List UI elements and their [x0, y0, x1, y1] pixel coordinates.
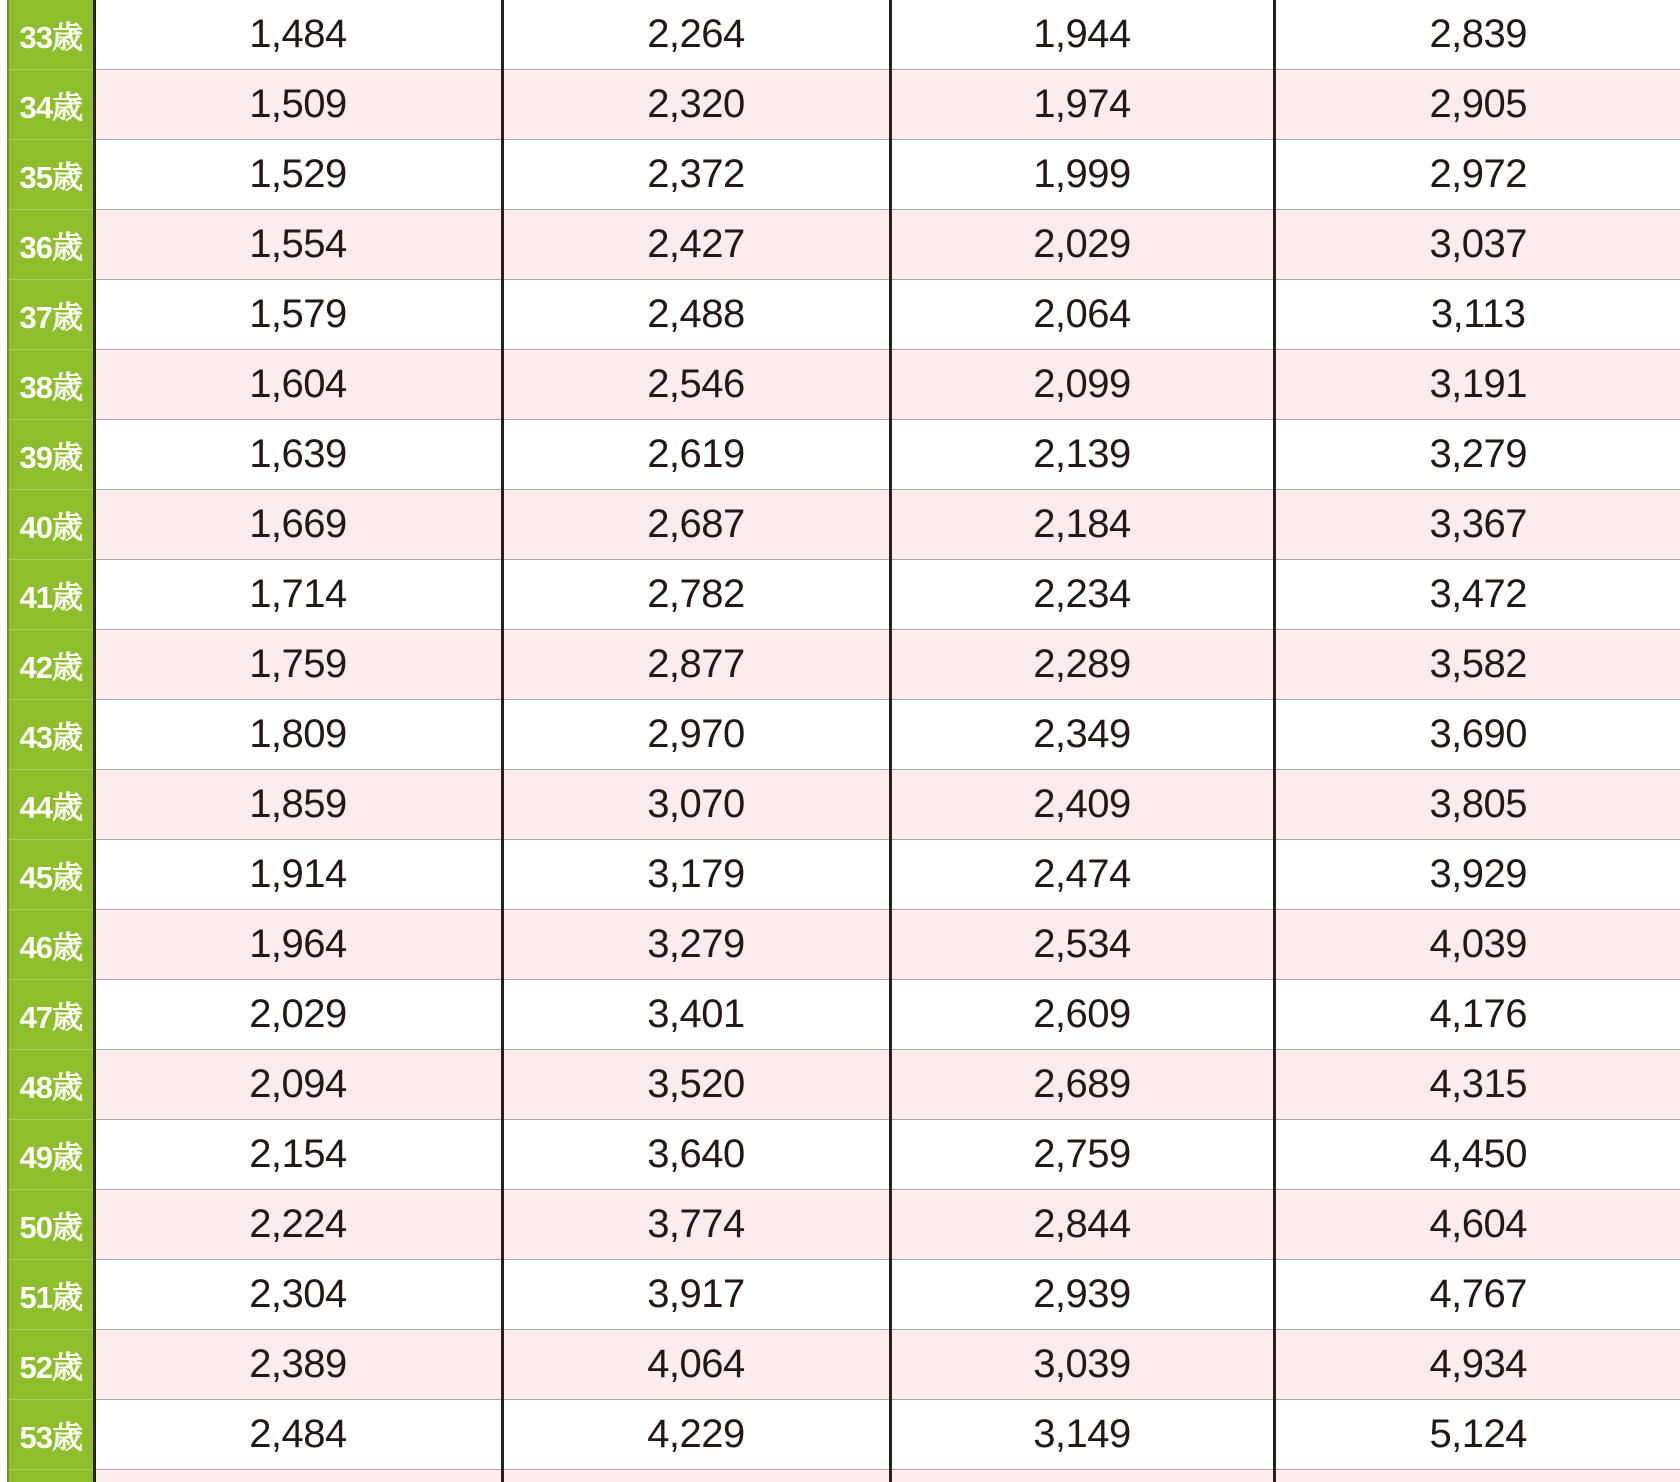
value-cell-col-2: 2,427 — [502, 210, 890, 280]
age-cell: 53歳 — [8, 1400, 94, 1470]
table-row — [8, 0, 1680, 70]
table-row — [8, 280, 1680, 350]
value-cell-col-1: 1,914 — [94, 840, 502, 910]
value-cell-col-1: 1,759 — [94, 630, 502, 700]
value-cell-col-3: 2,064 — [890, 280, 1274, 350]
value-cell-col-1: 2,484 — [94, 1400, 502, 1470]
salary-table-container — [7, 0, 1680, 1482]
value-cell-col-3: 2,844 — [890, 1190, 1274, 1260]
value-cell-col-2: 3,070 — [502, 770, 890, 840]
table-row — [8, 560, 1680, 630]
age-cell: 41歳 — [8, 560, 94, 630]
value-cell-col-4: 3,279 — [1274, 420, 1680, 490]
value-cell-col-3: 2,184 — [890, 490, 1274, 560]
value-cell-col-2: 3,917 — [502, 1260, 890, 1330]
table-row — [8, 1190, 1680, 1260]
value-cell-col-4: 3,367 — [1274, 490, 1680, 560]
age-cell: 37歳 — [8, 280, 94, 350]
age-cell: 43歳 — [8, 700, 94, 770]
age-cell: 50歳 — [8, 1190, 94, 1260]
value-cell-col-1: 1,964 — [94, 910, 502, 980]
value-cell-col-4: 3,582 — [1274, 630, 1680, 700]
value-cell-col-1: 1,809 — [94, 700, 502, 770]
value-cell-col-3: 2,534 — [890, 910, 1274, 980]
age-cell: 52歳 — [8, 1330, 94, 1400]
value-cell-col-2: 3,179 — [502, 840, 890, 910]
table-row — [8, 1260, 1680, 1330]
value-cell-col-3: 2,939 — [890, 1260, 1274, 1330]
age-cell: 46歳 — [8, 910, 94, 980]
value-cell-col-2: 2,970 — [502, 700, 890, 770]
value-cell-col-4 — [1274, 1470, 1680, 1482]
table-row — [8, 490, 1680, 560]
value-cell-col-3: 2,289 — [890, 630, 1274, 700]
value-cell-col-2 — [502, 1470, 890, 1482]
table-row — [8, 210, 1680, 280]
value-cell-col-4: 2,972 — [1274, 140, 1680, 210]
table-row — [8, 770, 1680, 840]
table-row — [8, 630, 1680, 700]
salary-table — [7, 0, 1680, 1482]
value-cell-col-2: 2,782 — [502, 560, 890, 630]
value-cell-col-2: 4,064 — [502, 1330, 890, 1400]
age-cell: 44歳 — [8, 770, 94, 840]
value-cell-col-3: 2,349 — [890, 700, 1274, 770]
value-cell-col-3: 2,139 — [890, 420, 1274, 490]
value-cell-col-4: 4,039 — [1274, 910, 1680, 980]
table-body — [8, 0, 1680, 1482]
value-cell-col-2: 2,687 — [502, 490, 890, 560]
table-row — [8, 70, 1680, 140]
table-row — [8, 1330, 1680, 1400]
value-cell-col-4: 3,929 — [1274, 840, 1680, 910]
value-cell-col-4: 5,124 — [1274, 1400, 1680, 1470]
age-cell: 49歳 — [8, 1120, 94, 1190]
value-cell-col-1: 2,094 — [94, 1050, 502, 1120]
age-cell: 39歳 — [8, 420, 94, 490]
value-cell-col-1: 1,669 — [94, 490, 502, 560]
value-cell-col-4: 3,191 — [1274, 350, 1680, 420]
value-cell-col-1: 2,029 — [94, 980, 502, 1050]
value-cell-col-4: 4,176 — [1274, 980, 1680, 1050]
value-cell-col-1 — [94, 1470, 502, 1482]
age-cell: 35歳 — [8, 140, 94, 210]
value-cell-col-1: 1,859 — [94, 770, 502, 840]
value-cell-col-4: 2,905 — [1274, 70, 1680, 140]
value-cell-col-3: 3,039 — [890, 1330, 1274, 1400]
value-cell-col-3: 2,234 — [890, 560, 1274, 630]
value-cell-col-3: 1,974 — [890, 70, 1274, 140]
value-cell-col-4: 4,767 — [1274, 1260, 1680, 1330]
value-cell-col-1: 1,554 — [94, 210, 502, 280]
value-cell-col-3: 3,149 — [890, 1400, 1274, 1470]
value-cell-col-3: 2,099 — [890, 350, 1274, 420]
value-cell-col-1: 2,154 — [94, 1120, 502, 1190]
value-cell-col-1: 1,529 — [94, 140, 502, 210]
value-cell-col-3: 2,474 — [890, 840, 1274, 910]
age-cell: 51歳 — [8, 1260, 94, 1330]
value-cell-col-2: 3,401 — [502, 980, 890, 1050]
value-cell-col-1: 1,714 — [94, 560, 502, 630]
value-cell-col-3: 2,689 — [890, 1050, 1274, 1120]
table-row — [8, 140, 1680, 210]
value-cell-col-1: 1,604 — [94, 350, 502, 420]
age-cell — [8, 1470, 94, 1482]
value-cell-col-2: 2,320 — [502, 70, 890, 140]
value-cell-col-2: 2,877 — [502, 630, 890, 700]
value-cell-col-4: 4,450 — [1274, 1120, 1680, 1190]
table-row — [8, 700, 1680, 770]
value-cell-col-1: 1,579 — [94, 280, 502, 350]
value-cell-col-3: 1,944 — [890, 0, 1274, 70]
value-cell-col-4: 3,805 — [1274, 770, 1680, 840]
value-cell-col-2: 2,488 — [502, 280, 890, 350]
age-cell: 34歳 — [8, 70, 94, 140]
value-cell-col-1: 2,389 — [94, 1330, 502, 1400]
value-cell-col-1: 2,224 — [94, 1190, 502, 1260]
value-cell-col-4: 3,690 — [1274, 700, 1680, 770]
value-cell-col-3: 2,609 — [890, 980, 1274, 1050]
value-cell-col-4: 4,934 — [1274, 1330, 1680, 1400]
value-cell-col-4: 3,037 — [1274, 210, 1680, 280]
table-row — [8, 980, 1680, 1050]
value-cell-col-2: 2,546 — [502, 350, 890, 420]
value-cell-col-2: 2,619 — [502, 420, 890, 490]
value-cell-col-4: 3,472 — [1274, 560, 1680, 630]
table-row — [8, 1120, 1680, 1190]
age-cell: 40歳 — [8, 490, 94, 560]
table-row — [8, 350, 1680, 420]
age-cell: 36歳 — [8, 210, 94, 280]
value-cell-col-3: 2,029 — [890, 210, 1274, 280]
value-cell-col-1: 1,484 — [94, 0, 502, 70]
age-cell: 47歳 — [8, 980, 94, 1050]
value-cell-col-2: 2,264 — [502, 0, 890, 70]
value-cell-col-2: 2,372 — [502, 140, 890, 210]
value-cell-col-3: 2,759 — [890, 1120, 1274, 1190]
value-cell-col-3 — [890, 1470, 1274, 1482]
value-cell-col-2: 3,279 — [502, 910, 890, 980]
value-cell-col-2: 4,229 — [502, 1400, 890, 1470]
value-cell-col-4: 4,315 — [1274, 1050, 1680, 1120]
value-cell-col-4: 2,839 — [1274, 0, 1680, 70]
value-cell-col-1: 1,639 — [94, 420, 502, 490]
value-cell-col-4: 4,604 — [1274, 1190, 1680, 1260]
table-row — [8, 840, 1680, 910]
value-cell-col-1: 1,509 — [94, 70, 502, 140]
table-row — [8, 1050, 1680, 1120]
value-cell-col-4: 3,113 — [1274, 280, 1680, 350]
table-row — [8, 420, 1680, 490]
age-cell: 45歳 — [8, 840, 94, 910]
value-cell-col-1: 2,304 — [94, 1260, 502, 1330]
value-cell-col-2: 3,774 — [502, 1190, 890, 1260]
value-cell-col-2: 3,640 — [502, 1120, 890, 1190]
age-cell: 38歳 — [8, 350, 94, 420]
table-row — [8, 1470, 1680, 1482]
age-cell: 42歳 — [8, 630, 94, 700]
age-cell: 33歳 — [8, 0, 94, 70]
age-cell: 48歳 — [8, 1050, 94, 1120]
value-cell-col-3: 2,409 — [890, 770, 1274, 840]
table-row — [8, 1400, 1680, 1470]
value-cell-col-3: 1,999 — [890, 140, 1274, 210]
table-row — [8, 910, 1680, 980]
value-cell-col-2: 3,520 — [502, 1050, 890, 1120]
